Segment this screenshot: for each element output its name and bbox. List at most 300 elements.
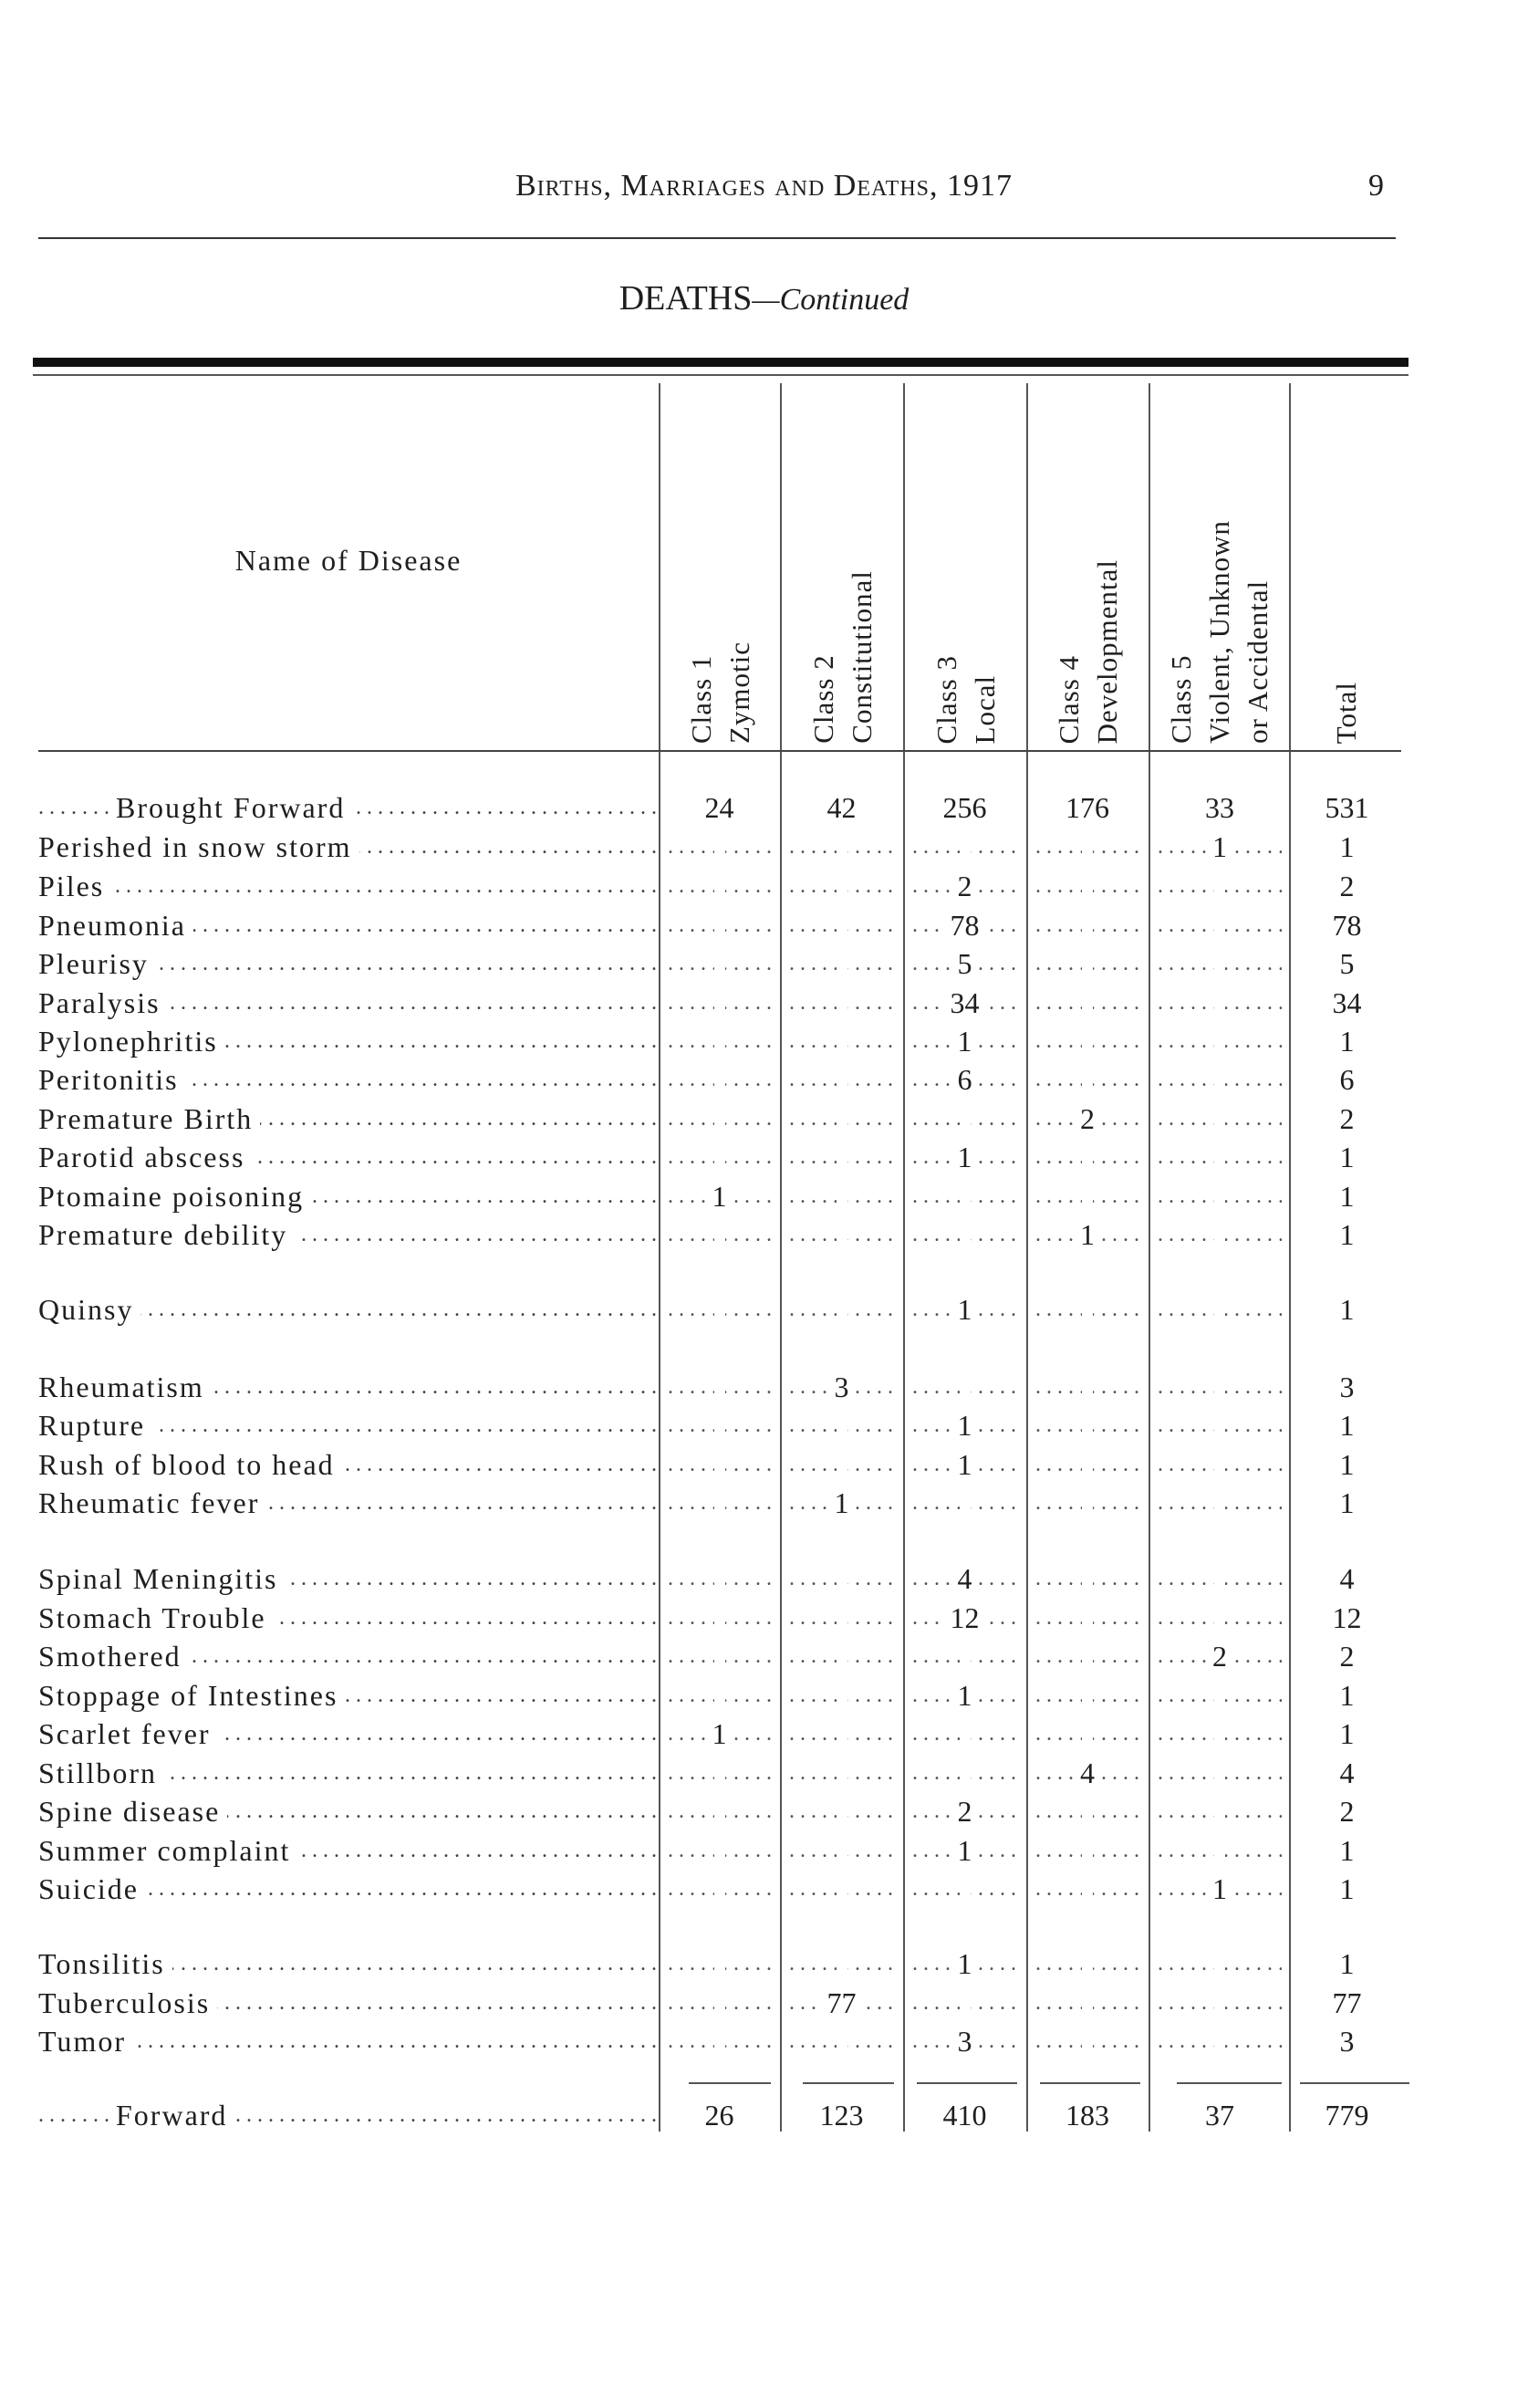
cell-class4	[1028, 788, 1147, 828]
cell-class5	[1150, 1676, 1289, 1715]
cell-value	[1214, 1141, 1225, 1173]
cell-class2	[782, 1215, 901, 1255]
cell-total	[1293, 1368, 1401, 1407]
cell-class5	[1150, 1060, 1289, 1100]
table-row	[38, 1060, 1401, 1100]
cell-class3	[905, 1060, 1024, 1100]
cell-value: 2	[1075, 1102, 1100, 1135]
cell-value: 1	[952, 1947, 978, 1980]
cell-value	[1214, 1448, 1225, 1481]
cell-value: 2	[952, 870, 978, 902]
cell-value	[837, 1947, 847, 1980]
cell-value: 26	[700, 2099, 740, 2132]
row-name	[38, 1177, 657, 1216]
cell-value: 1	[1335, 1409, 1360, 1442]
cell-class5	[1150, 1870, 1289, 1909]
cell-class3	[905, 1368, 1024, 1407]
table-row	[38, 1599, 1401, 1638]
column-header-class4	[1028, 383, 1149, 744]
cell-class5	[1150, 1215, 1289, 1255]
cell-class5	[1150, 1177, 1289, 1216]
cell-class5	[1150, 1637, 1289, 1676]
row-name	[38, 1138, 657, 1177]
cell-class1	[660, 1022, 778, 1061]
cell-value	[1082, 947, 1093, 980]
cell-class4	[1028, 1138, 1147, 1177]
row-name	[38, 1637, 657, 1676]
cell-value	[714, 909, 725, 942]
cell-class1	[660, 1754, 778, 1793]
cell-class2	[782, 1406, 901, 1445]
cell-class5	[1150, 1445, 1289, 1485]
cell-class4	[1028, 2022, 1147, 2061]
cell-total	[1293, 1637, 1401, 1676]
cell-total	[1293, 984, 1401, 1023]
cell-value: 176	[1060, 791, 1115, 824]
cell-value: 1	[1335, 1025, 1360, 1058]
cell-class3	[905, 944, 1024, 984]
cell-class1	[660, 906, 778, 945]
cell-class3	[905, 1792, 1024, 1831]
cell-value	[714, 870, 725, 902]
cell-class1	[660, 1676, 778, 1715]
cell-value: 77	[822, 1986, 862, 2019]
row-name-label: Suicide	[38, 1872, 146, 1905]
cell-value: 6	[952, 1063, 978, 1096]
cell-value: 779	[1320, 2099, 1375, 2132]
cell-class1	[660, 1637, 778, 1676]
cell-class4	[1028, 1022, 1147, 1061]
cell-class1	[660, 1984, 778, 2023]
cell-class2	[782, 1637, 901, 1676]
cell-class1	[660, 1870, 778, 1909]
cell-class2	[782, 1484, 901, 1523]
cell-value	[1082, 1834, 1093, 1867]
cell-value	[1082, 1679, 1093, 1712]
cell-value	[714, 1601, 725, 1634]
cell-value: 1	[952, 1409, 978, 1442]
page-number: 9	[1368, 169, 1384, 203]
cell-value	[1214, 1025, 1225, 1058]
cell-value	[1214, 1834, 1225, 1867]
cell-value	[837, 1834, 847, 1867]
cell-value: 1	[952, 1679, 978, 1712]
row-name-label: Tonsilitis	[38, 1947, 172, 1980]
cell-value: 123	[815, 2099, 869, 2132]
cell-class2	[782, 1944, 901, 1984]
cell-value	[1082, 1371, 1093, 1403]
cell-class5	[1150, 1100, 1289, 1139]
cell-value	[1214, 1947, 1225, 1980]
cell-value	[960, 1102, 971, 1135]
row-name-label: Ptomaine poisoning	[38, 1180, 311, 1213]
section-title	[0, 278, 1528, 318]
cell-value	[714, 1756, 725, 1789]
cell-value	[1214, 1063, 1225, 1096]
row-name	[38, 1984, 657, 2023]
cell-value	[1214, 1601, 1225, 1634]
cell-value	[1082, 1180, 1093, 1213]
header-line: Class 4	[1053, 654, 1085, 744]
cell-class5	[1150, 1559, 1289, 1599]
cell-value: 1	[952, 1834, 978, 1867]
cell-total	[1293, 2096, 1401, 2135]
cell-value: 1	[952, 1141, 978, 1173]
cell-class3	[905, 1100, 1024, 1139]
cell-class2	[782, 1831, 901, 1871]
row-name-label: Quinsy	[38, 1293, 140, 1326]
forward-rule	[1177, 2082, 1282, 2084]
cell-value	[837, 986, 847, 1019]
table-top-rule	[33, 358, 1408, 367]
row-name-label: Perished in snow storm	[38, 830, 359, 863]
row-name	[38, 2022, 657, 2061]
cell-class4	[1028, 984, 1147, 1023]
cell-class5	[1150, 2096, 1289, 2135]
cell-class5	[1150, 1984, 1289, 2023]
cell-value	[714, 830, 725, 863]
cell-class2	[782, 1060, 901, 1100]
row-name-label: Rheumatism	[38, 1371, 212, 1403]
cell-value: 3	[952, 2025, 978, 2058]
cell-class3	[905, 1676, 1024, 1715]
cell-class1	[660, 1406, 778, 1445]
cell-value	[1214, 870, 1225, 902]
row-name-label: Stomach Trouble	[38, 1601, 274, 1634]
cell-value: 1	[1335, 1141, 1360, 1173]
cell-class5	[1150, 906, 1289, 945]
cell-class4	[1028, 944, 1147, 984]
cell-value: 6	[1335, 1063, 1360, 1096]
row-name	[38, 906, 657, 945]
cell-value: 1	[1207, 830, 1232, 863]
cell-class1	[660, 788, 778, 828]
cell-total	[1293, 1290, 1401, 1329]
row-name	[38, 1022, 657, 1061]
cell-class5	[1150, 944, 1289, 984]
cell-value: 1	[707, 1717, 733, 1750]
table-row-brought-forward	[38, 788, 1401, 828]
cell-class4	[1028, 1676, 1147, 1715]
table-row	[38, 1022, 1401, 1061]
cell-class3	[905, 906, 1024, 945]
row-name-label: Peritonitis	[38, 1063, 186, 1096]
cell-value	[837, 909, 847, 942]
cell-value: 2	[1335, 870, 1360, 902]
cell-value	[714, 1486, 725, 1519]
cell-class3	[905, 1559, 1024, 1599]
row-name-label: Smothered	[38, 1640, 189, 1673]
cell-total	[1293, 1484, 1401, 1523]
table-top-thin-rule	[33, 374, 1408, 376]
cell-value: 4	[1335, 1562, 1360, 1595]
cell-class2	[782, 1676, 901, 1715]
cell-total	[1293, 1715, 1401, 1754]
cell-value	[714, 1640, 725, 1673]
cell-total	[1293, 1177, 1401, 1216]
cell-class2	[782, 1870, 901, 1909]
row-name-label: Summer complaint	[38, 1834, 297, 1867]
cell-total	[1293, 867, 1401, 906]
cell-class3	[905, 1022, 1024, 1061]
cell-value	[1082, 1640, 1093, 1673]
row-name-label: Pleurisy	[38, 947, 156, 980]
cell-class3	[905, 1177, 1024, 1216]
cell-class4	[1028, 1406, 1147, 1445]
column-header-name: Name of Disease	[234, 544, 463, 577]
row-name	[38, 828, 657, 867]
running-head: Births, Marriages and Deaths, 1917	[515, 169, 1013, 203]
cell-class2	[782, 1100, 901, 1139]
row-name	[38, 1445, 657, 1485]
cell-class2	[782, 906, 901, 945]
cell-class4	[1028, 1215, 1147, 1255]
cell-class4	[1028, 1060, 1147, 1100]
cell-value	[837, 1640, 847, 1673]
cell-value: 256	[938, 791, 993, 824]
cell-value: 24	[700, 791, 740, 824]
cell-total	[1293, 1060, 1401, 1100]
row-name	[38, 1599, 657, 1638]
cell-value: 1	[1335, 1486, 1360, 1519]
table-row	[38, 1792, 1401, 1831]
cell-total	[1293, 1559, 1401, 1599]
cell-class4	[1028, 1177, 1147, 1216]
cell-value	[960, 1872, 971, 1905]
cell-class2	[782, 1559, 901, 1599]
cell-class5	[1150, 828, 1289, 867]
cell-value	[1214, 1102, 1225, 1135]
table-row	[38, 1559, 1401, 1599]
cell-value	[1214, 1679, 1225, 1712]
cell-value	[960, 1717, 971, 1750]
cell-value	[1214, 1180, 1225, 1213]
table-row	[38, 1290, 1401, 1329]
cell-value: 78	[945, 909, 985, 942]
cell-class4	[1028, 1559, 1147, 1599]
row-name-label: Premature debility	[38, 1218, 295, 1251]
cell-class5	[1150, 1599, 1289, 1638]
cell-class5	[1150, 788, 1289, 828]
cell-class5	[1150, 1792, 1289, 1831]
cell-value	[714, 986, 725, 1019]
row-name-label: Pneumonia	[38, 909, 193, 942]
cell-value	[714, 1409, 725, 1442]
row-name	[38, 1870, 657, 1909]
cell-value: 34	[945, 986, 985, 1019]
cell-value: 1	[1335, 1180, 1360, 1213]
cell-class3	[905, 1215, 1024, 1255]
row-name	[38, 1559, 657, 1599]
cell-class3	[905, 2022, 1024, 2061]
cell-value: 410	[938, 2099, 993, 2132]
forward-rule	[803, 2082, 894, 2084]
header-line: Local	[968, 674, 1001, 744]
table-row	[38, 1368, 1401, 1407]
cell-class1	[660, 1831, 778, 1871]
section-title-main: DEATHS	[618, 279, 753, 318]
cell-total	[1293, 1870, 1401, 1909]
cell-value	[960, 1756, 971, 1789]
cell-value	[714, 1795, 725, 1828]
cell-class1	[660, 984, 778, 1023]
row-name	[38, 1944, 657, 1984]
cell-class3	[905, 1290, 1024, 1329]
cell-value	[1082, 2025, 1093, 2058]
cell-value	[960, 1218, 971, 1251]
table-row	[38, 1177, 1401, 1216]
row-name-label: Rush of blood to head	[38, 1448, 342, 1481]
cell-value	[960, 830, 971, 863]
cell-total	[1293, 1022, 1401, 1061]
header-line: Class 2	[806, 654, 839, 744]
cell-value	[714, 2025, 725, 2058]
cell-class4	[1028, 1831, 1147, 1871]
table-row	[38, 1984, 1401, 2023]
cell-class3	[905, 1406, 1024, 1445]
cell-class1	[660, 1290, 778, 1329]
table-row	[38, 1215, 1401, 1255]
cell-value	[837, 1293, 847, 1326]
cell-class4	[1028, 1368, 1147, 1407]
row-name-label: Paralysis	[38, 986, 168, 1019]
cell-total	[1293, 1406, 1401, 1445]
cell-total	[1293, 944, 1401, 984]
cell-value: 1	[1335, 1679, 1360, 1712]
cell-class2	[782, 1368, 901, 1407]
cell-value: 183	[1060, 2099, 1115, 2132]
cell-class3	[905, 984, 1024, 1023]
header-line: Violent, Unknown	[1203, 520, 1235, 744]
cell-value: 1	[1335, 830, 1360, 863]
cell-class3	[905, 1484, 1024, 1523]
header-bottom-rule	[38, 750, 1401, 752]
cell-class4	[1028, 2096, 1147, 2135]
cell-value	[1082, 1795, 1093, 1828]
table-row	[38, 1138, 1401, 1177]
cell-class2	[782, 788, 901, 828]
cell-value: 1	[829, 1486, 855, 1519]
table-row	[38, 1754, 1401, 1793]
cell-value: 531	[1320, 791, 1375, 824]
cell-value	[1082, 909, 1093, 942]
row-name	[38, 1792, 657, 1831]
column-header-class2	[782, 383, 903, 744]
column-header-class3	[905, 383, 1026, 744]
cell-class3	[905, 1445, 1024, 1485]
cell-value	[1214, 1717, 1225, 1750]
row-name	[38, 1484, 657, 1523]
row-name-label: Spinal Meningitis	[38, 1562, 285, 1595]
cell-value	[837, 1409, 847, 1442]
cell-class4	[1028, 1715, 1147, 1754]
cell-value	[714, 1834, 725, 1867]
cell-value	[837, 1562, 847, 1595]
cell-value	[1082, 986, 1093, 1019]
row-name-label: Brought Forward	[116, 791, 352, 824]
cell-total	[1293, 906, 1401, 945]
cell-value	[714, 1141, 725, 1173]
cell-value	[714, 947, 725, 980]
cell-value	[714, 1063, 725, 1096]
cell-value: 1	[1335, 1717, 1360, 1750]
cell-value: 4	[1075, 1756, 1100, 1789]
cell-value	[714, 1293, 725, 1326]
row-name	[38, 867, 657, 906]
cell-value: 1	[707, 1180, 733, 1213]
row-name	[38, 1368, 657, 1407]
cell-value	[837, 1601, 847, 1634]
cell-class3	[905, 1870, 1024, 1909]
row-name	[38, 788, 657, 828]
cell-value	[1214, 1986, 1225, 2019]
cell-value	[960, 1986, 971, 2019]
cell-class1	[660, 1100, 778, 1139]
cell-value	[1214, 2025, 1225, 2058]
cell-class2	[782, 867, 901, 906]
row-name	[38, 2096, 657, 2135]
table-row-forward	[38, 2096, 1401, 2135]
cell-value: 12	[945, 1601, 985, 1634]
cell-total	[1293, 1445, 1401, 1485]
cell-value	[714, 1218, 725, 1251]
cell-value: 2	[1207, 1640, 1232, 1673]
header-line: Class 1	[684, 654, 717, 744]
cell-value	[1082, 1409, 1093, 1442]
row-name-label: Stillborn	[38, 1756, 164, 1789]
cell-total	[1293, 1792, 1401, 1831]
cell-value	[1214, 1218, 1225, 1251]
cell-class4	[1028, 1984, 1147, 2023]
cell-total	[1293, 1831, 1401, 1871]
cell-class3	[905, 1984, 1024, 2023]
row-name	[38, 1100, 657, 1139]
cell-class2	[782, 1754, 901, 1793]
row-name	[38, 1406, 657, 1445]
cell-value: 77	[1327, 1986, 1367, 2019]
cell-value	[714, 1679, 725, 1712]
cell-value	[837, 1218, 847, 1251]
table-row	[38, 1406, 1401, 1445]
cell-class3	[905, 2096, 1024, 2135]
cell-class2	[782, 1715, 901, 1754]
cell-total	[1293, 1100, 1401, 1139]
table-row	[38, 1944, 1401, 1984]
table-row	[38, 1484, 1401, 1523]
cell-class3	[905, 1599, 1024, 1638]
cell-value	[1082, 1141, 1093, 1173]
section-title-continued: —Continued	[752, 283, 910, 317]
cell-class4	[1028, 1792, 1147, 1831]
cell-class1	[660, 1715, 778, 1754]
cell-value: 1	[1335, 1947, 1360, 1980]
cell-value	[1082, 1601, 1093, 1634]
cell-class1	[660, 1559, 778, 1599]
cell-total	[1293, 1215, 1401, 1255]
cell-class3	[905, 1637, 1024, 1676]
header-rule	[38, 237, 1396, 239]
cell-class5	[1150, 1715, 1289, 1754]
table-row	[38, 906, 1401, 945]
cell-class2	[782, 2022, 901, 2061]
table-row	[38, 1870, 1401, 1909]
cell-value	[1214, 1756, 1225, 1789]
row-name-label: Rupture	[38, 1409, 152, 1442]
cell-value	[1082, 1025, 1093, 1058]
row-name	[38, 1215, 657, 1255]
table-row	[38, 984, 1401, 1023]
row-name	[38, 1676, 657, 1715]
